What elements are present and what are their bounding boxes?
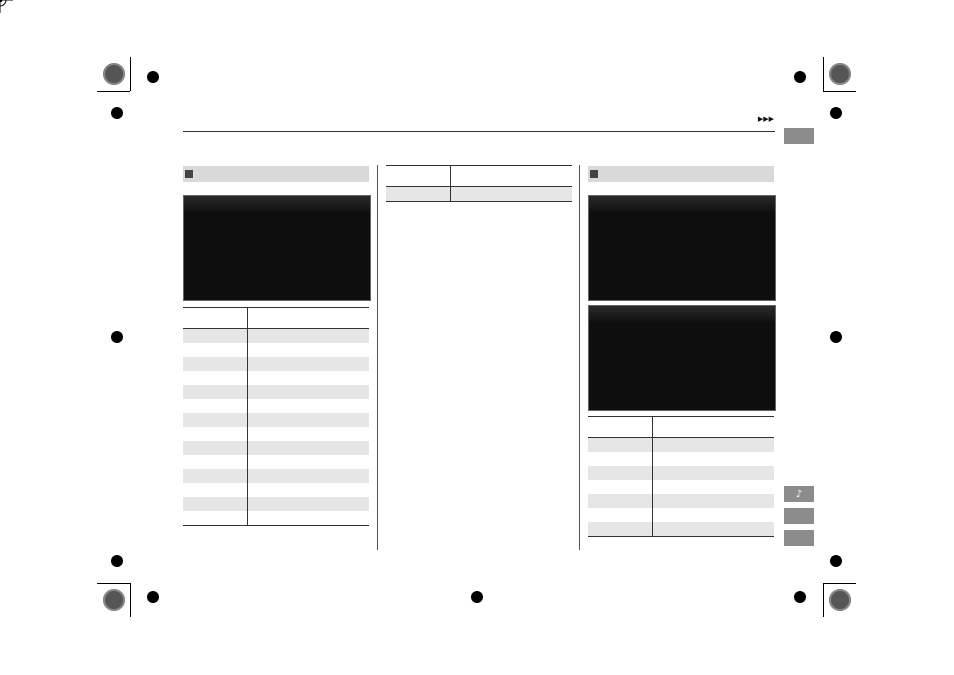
table-row — [588, 508, 774, 522]
section-marker-icon — [590, 170, 598, 178]
table-row — [183, 385, 369, 399]
voice-tab[interactable] — [784, 486, 814, 502]
column-divider — [377, 165, 378, 550]
table-row — [588, 494, 774, 508]
screen-title — [184, 196, 370, 212]
target-mark-top-left — [103, 63, 125, 85]
meaning-cell — [653, 480, 775, 494]
meaning-cell — [248, 413, 370, 427]
meaning-cell — [653, 466, 775, 480]
column-divider — [579, 165, 580, 550]
target-mark-bottom-right — [829, 589, 851, 611]
meaning-cell — [653, 494, 775, 508]
say-cell — [588, 508, 653, 522]
table-row — [183, 399, 369, 413]
meaning-cell — [248, 343, 370, 357]
symbols-say-table — [588, 416, 774, 537]
say-cell — [183, 385, 248, 399]
table-row — [588, 452, 774, 466]
table-row — [183, 427, 369, 441]
table-row — [588, 466, 774, 480]
table-row — [386, 187, 572, 202]
table-row — [183, 469, 369, 483]
meaning-cell — [248, 483, 370, 497]
say-cell — [588, 480, 653, 494]
meaning-cell — [653, 508, 775, 522]
say-cell — [183, 413, 248, 427]
say-cell — [183, 343, 248, 357]
meaning-cell — [653, 522, 775, 537]
meaning-cell — [653, 452, 775, 466]
table-row — [183, 371, 369, 385]
say-cell — [588, 466, 653, 480]
meaning-cell — [248, 441, 370, 455]
table-row — [588, 480, 774, 494]
target-mark-top-right — [829, 63, 851, 85]
say-cell — [183, 511, 248, 526]
meaning-cell — [248, 357, 370, 371]
qrg-tab[interactable] — [784, 128, 814, 144]
accented-say-table — [183, 307, 369, 526]
table-row — [183, 511, 369, 526]
voice-command-icon: ♪ — [795, 488, 803, 500]
table-row — [183, 455, 369, 469]
home-tab[interactable] — [784, 530, 814, 546]
say-cell — [183, 399, 248, 413]
say-cell — [588, 522, 653, 537]
say-cell — [183, 329, 248, 344]
table-row — [588, 438, 774, 453]
section-marker-icon — [185, 170, 193, 178]
index-tab[interactable] — [784, 508, 814, 524]
meaning-cell — [653, 438, 775, 453]
continued-say-table — [386, 165, 572, 202]
table-row — [183, 343, 369, 357]
say-cell — [183, 371, 248, 385]
say-cell — [183, 483, 248, 497]
say-cell — [183, 441, 248, 455]
header-rule — [183, 131, 775, 132]
meaning-cell — [248, 329, 370, 344]
section-heading-symbols — [588, 166, 774, 182]
say-cell — [183, 469, 248, 483]
symbols-keyboard-screen-1 — [588, 195, 776, 301]
say-cell — [183, 455, 248, 469]
meaning-cell — [451, 187, 573, 202]
table-row — [183, 357, 369, 371]
meaning-cell — [248, 427, 370, 441]
table-row — [183, 329, 369, 344]
say-cell — [183, 497, 248, 511]
col-say — [386, 166, 451, 187]
target-mark-bottom-left — [103, 589, 125, 611]
table-row — [183, 483, 369, 497]
col-say-or-symbol — [451, 166, 573, 187]
meaning-cell — [248, 399, 370, 413]
meaning-cell — [248, 371, 370, 385]
section-heading-accented — [183, 166, 369, 182]
say-cell — [588, 452, 653, 466]
meaning-cell — [248, 455, 370, 469]
say-cell — [183, 357, 248, 371]
table-row — [588, 522, 774, 537]
accented-keyboard-screen — [183, 195, 371, 301]
table-row — [183, 497, 369, 511]
meaning-cell — [248, 511, 370, 526]
breadcrumb-arrow-icon: ▶▶ — [757, 115, 769, 123]
meaning-cell — [248, 469, 370, 483]
say-cell — [386, 187, 451, 202]
meaning-cell — [248, 385, 370, 399]
breadcrumb — [758, 114, 774, 124]
say-cell — [183, 427, 248, 441]
say-cell — [588, 438, 653, 453]
symbols-keyboard-screen-2 — [588, 305, 776, 411]
screen-title — [589, 196, 775, 212]
col-say — [588, 417, 653, 438]
table-row — [183, 413, 369, 427]
table-row — [183, 441, 369, 455]
col-say-or-symbol — [653, 417, 775, 438]
col-say — [183, 308, 248, 329]
say-cell — [588, 494, 653, 508]
col-say-or-symbol — [248, 308, 370, 329]
screen-title — [589, 306, 775, 322]
meaning-cell — [248, 497, 370, 511]
breadcrumb-arrow-icon: ▶ — [768, 115, 774, 123]
